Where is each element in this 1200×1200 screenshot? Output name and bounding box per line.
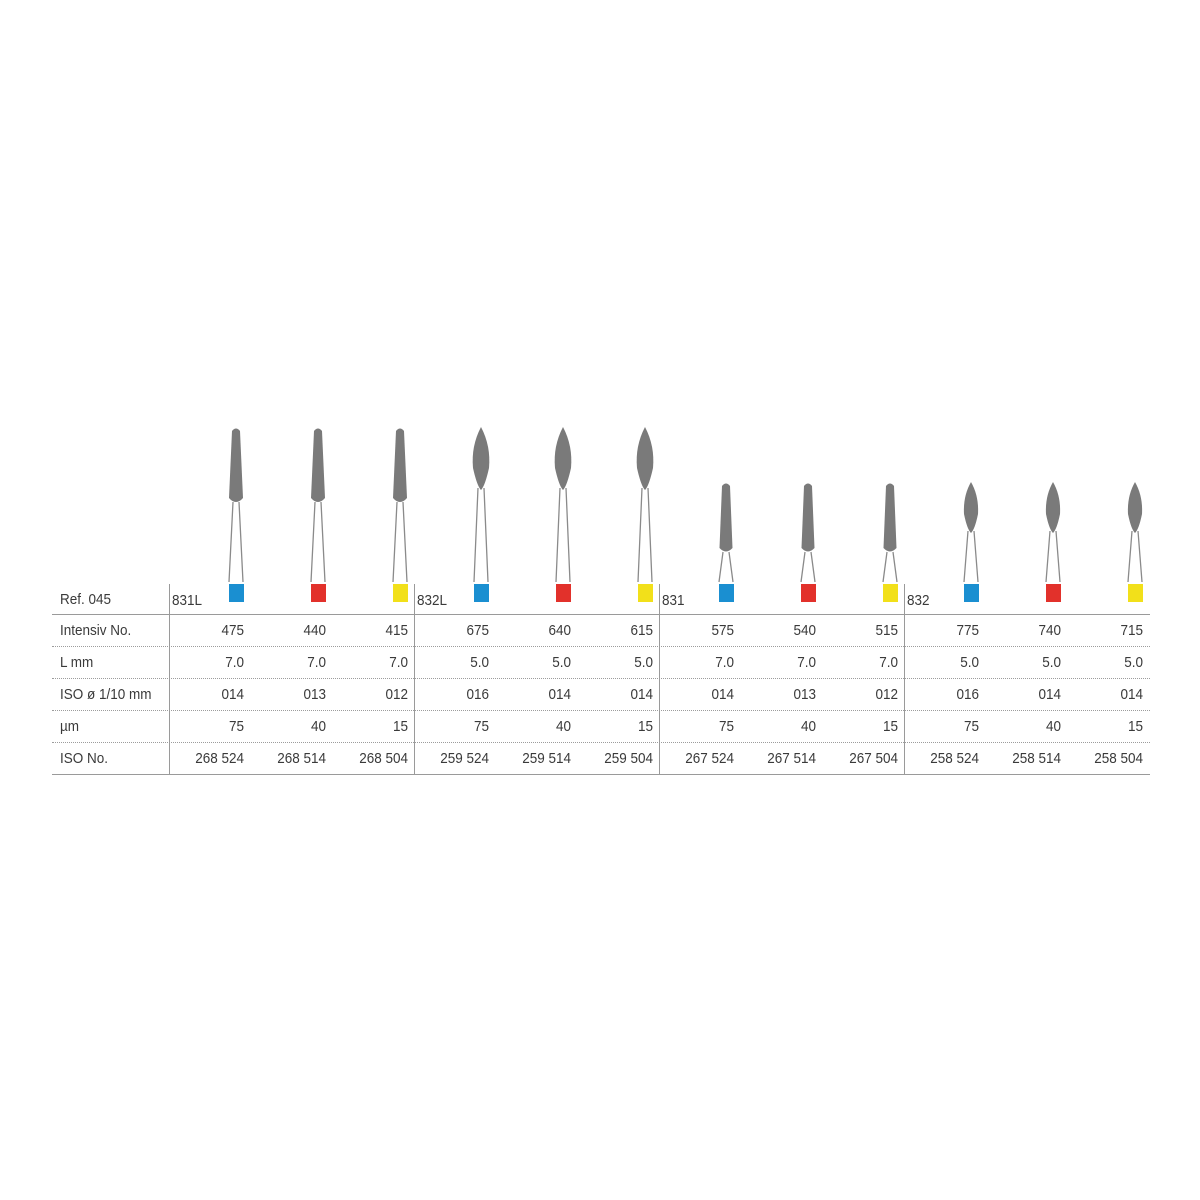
group-name-831l: 831L bbox=[172, 592, 203, 609]
cell-intensiv: 775 bbox=[956, 622, 979, 639]
row-divider bbox=[52, 710, 1150, 711]
cell-intensiv: 415 bbox=[385, 622, 408, 639]
cell-grit-um: 15 bbox=[882, 718, 898, 735]
bur-long-taper-icon bbox=[380, 424, 420, 584]
group-name-832: 832 bbox=[907, 592, 930, 609]
group-separator bbox=[414, 584, 415, 774]
cell-iso-no: 259 504 bbox=[604, 750, 653, 767]
cell-iso-diameter: 014 bbox=[221, 686, 244, 703]
bur-short-flame-icon bbox=[951, 424, 991, 584]
color-code-red-swatch bbox=[801, 584, 816, 602]
cell-grit-um: 75 bbox=[963, 718, 979, 735]
cell-length: 5.0 bbox=[634, 654, 653, 671]
cell-intensiv: 640 bbox=[548, 622, 571, 639]
cell-grit-um: 75 bbox=[228, 718, 244, 735]
row-label-iso-diameter: ISO ø 1/10 mm bbox=[60, 686, 152, 703]
cell-iso-no: 267 524 bbox=[685, 750, 734, 767]
cell-iso-no: 267 514 bbox=[767, 750, 816, 767]
group-name-832l: 832L bbox=[417, 592, 448, 609]
cell-length: 5.0 bbox=[960, 654, 979, 671]
cell-intensiv: 540 bbox=[793, 622, 816, 639]
cell-iso-no: 268 514 bbox=[277, 750, 326, 767]
bur-long-taper-icon bbox=[216, 424, 256, 584]
cell-grit-um: 15 bbox=[637, 718, 653, 735]
cell-grit-um: 40 bbox=[310, 718, 326, 735]
cell-grit-um: 40 bbox=[800, 718, 816, 735]
group-separator bbox=[904, 584, 905, 774]
cell-intensiv: 575 bbox=[711, 622, 734, 639]
row-label-iso-no: ISO No. bbox=[60, 750, 109, 767]
cell-length: 5.0 bbox=[470, 654, 489, 671]
cell-iso-diameter: 014 bbox=[1038, 686, 1061, 703]
color-code-red-swatch bbox=[556, 584, 571, 602]
cell-grit-um: 40 bbox=[1045, 718, 1061, 735]
cell-iso-diameter: 014 bbox=[630, 686, 653, 703]
bur-long-flame-icon bbox=[543, 424, 583, 584]
color-code-yellow-swatch bbox=[883, 584, 898, 602]
cell-length: 7.0 bbox=[879, 654, 898, 671]
bur-short-taper-icon bbox=[870, 424, 910, 584]
cell-length: 7.0 bbox=[389, 654, 408, 671]
cell-length: 7.0 bbox=[307, 654, 326, 671]
cell-iso-diameter: 013 bbox=[303, 686, 326, 703]
color-code-red-swatch bbox=[1046, 584, 1061, 602]
bur-short-flame-icon bbox=[1115, 424, 1155, 584]
cell-iso-diameter: 014 bbox=[1120, 686, 1143, 703]
header-rule bbox=[52, 614, 1150, 615]
group-separator bbox=[169, 584, 170, 774]
cell-grit-um: 75 bbox=[473, 718, 489, 735]
cell-iso-no: 268 504 bbox=[359, 750, 408, 767]
color-code-blue-swatch bbox=[474, 584, 489, 602]
row-divider bbox=[52, 646, 1150, 647]
cell-intensiv: 615 bbox=[630, 622, 653, 639]
row-divider bbox=[52, 742, 1150, 743]
cell-length: 7.0 bbox=[797, 654, 816, 671]
color-code-red-swatch bbox=[311, 584, 326, 602]
cell-iso-no: 258 514 bbox=[1012, 750, 1061, 767]
row-label-grit-um: µm bbox=[60, 718, 80, 735]
cell-iso-diameter: 014 bbox=[711, 686, 734, 703]
cell-iso-no: 258 524 bbox=[930, 750, 979, 767]
cell-grit-um: 40 bbox=[555, 718, 571, 735]
color-code-yellow-swatch bbox=[638, 584, 653, 602]
cell-iso-diameter: 012 bbox=[385, 686, 408, 703]
cell-grit-um: 15 bbox=[392, 718, 408, 735]
cell-intensiv: 675 bbox=[466, 622, 489, 639]
cell-intensiv: 475 bbox=[221, 622, 244, 639]
color-code-blue-swatch bbox=[229, 584, 244, 602]
group-separator bbox=[659, 584, 660, 774]
cell-iso-no: 259 514 bbox=[522, 750, 571, 767]
cell-length: 5.0 bbox=[552, 654, 571, 671]
cell-iso-diameter: 016 bbox=[956, 686, 979, 703]
bur-short-taper-icon bbox=[788, 424, 828, 584]
row-label-intensiv: Intensiv No. bbox=[60, 622, 132, 639]
cell-iso-diameter: 013 bbox=[793, 686, 816, 703]
group-name-831: 831 bbox=[662, 592, 685, 609]
cell-iso-diameter: 016 bbox=[466, 686, 489, 703]
cell-iso-no: 267 504 bbox=[849, 750, 898, 767]
bur-short-taper-icon bbox=[706, 424, 746, 584]
row-divider bbox=[52, 678, 1150, 679]
cell-intensiv: 715 bbox=[1120, 622, 1143, 639]
cell-iso-no: 258 504 bbox=[1094, 750, 1143, 767]
cell-length: 7.0 bbox=[225, 654, 244, 671]
bur-long-flame-icon bbox=[461, 424, 501, 584]
color-code-blue-swatch bbox=[964, 584, 979, 602]
cell-grit-um: 15 bbox=[1127, 718, 1143, 735]
ref-label: Ref. 045 bbox=[60, 591, 112, 608]
cell-length: 7.0 bbox=[715, 654, 734, 671]
cell-grit-um: 75 bbox=[718, 718, 734, 735]
cell-iso-no: 268 524 bbox=[195, 750, 244, 767]
bur-short-flame-icon bbox=[1033, 424, 1073, 584]
cell-intensiv: 515 bbox=[875, 622, 898, 639]
cell-intensiv: 740 bbox=[1038, 622, 1061, 639]
bottom-rule bbox=[52, 774, 1150, 775]
cell-length: 5.0 bbox=[1124, 654, 1143, 671]
cell-length: 5.0 bbox=[1042, 654, 1061, 671]
color-code-yellow-swatch bbox=[1128, 584, 1143, 602]
color-code-blue-swatch bbox=[719, 584, 734, 602]
cell-iso-no: 259 524 bbox=[440, 750, 489, 767]
row-label-length: L mm bbox=[60, 654, 94, 671]
bur-long-taper-icon bbox=[298, 424, 338, 584]
cell-iso-diameter: 014 bbox=[548, 686, 571, 703]
cell-intensiv: 440 bbox=[303, 622, 326, 639]
cell-iso-diameter: 012 bbox=[875, 686, 898, 703]
color-code-yellow-swatch bbox=[393, 584, 408, 602]
bur-long-flame-icon bbox=[625, 424, 665, 584]
